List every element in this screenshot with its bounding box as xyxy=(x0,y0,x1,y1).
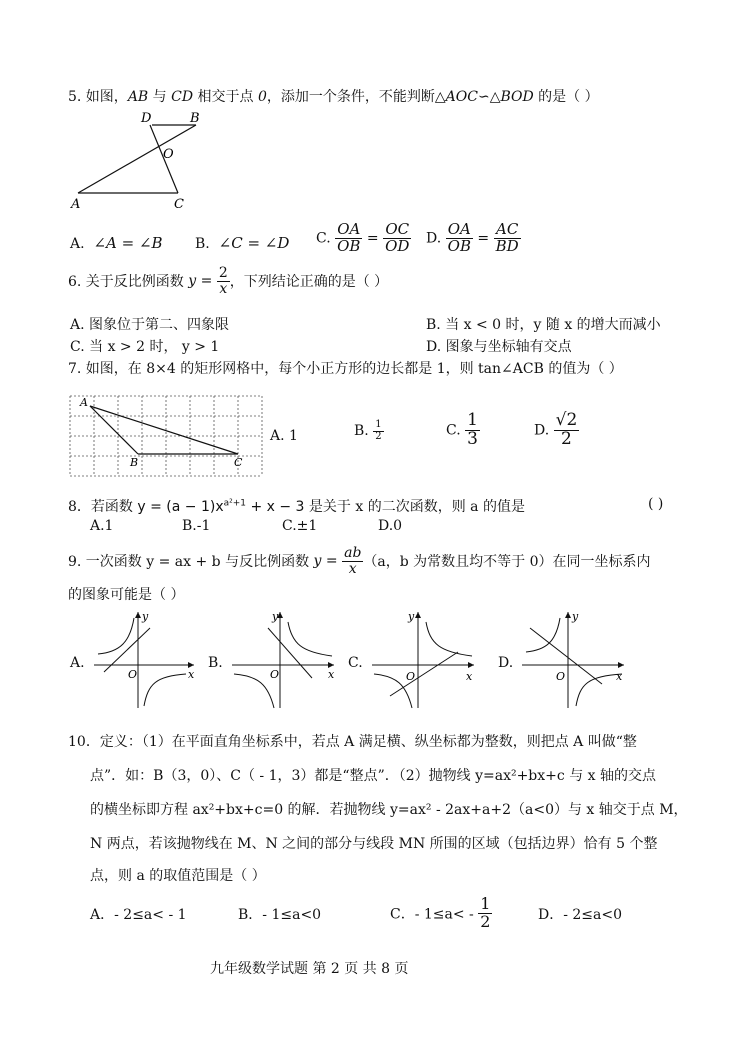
line-graph xyxy=(530,628,602,684)
q5-figure xyxy=(68,108,208,212)
q8-stem: 8．若函数 $y = (a - 1)x^{a^2+1} + x - 3$ 是关于 x 的二次函数，则 a 的值是 xyxy=(68,498,525,515)
q9-option-d-label: D. xyxy=(498,655,514,671)
segment-ba xyxy=(78,125,196,193)
label-c: C xyxy=(174,197,184,212)
label-b: B xyxy=(130,456,139,469)
q8-option-c: C.±1 xyxy=(282,518,318,534)
q10-line-1: 10．定义：（1）在平面直角坐标系中，若点 A 满足横、纵坐标都为整数，则把点 A 叫做“整 xyxy=(68,734,637,750)
q9-option-b-label: B. xyxy=(208,655,223,671)
label-d: D xyxy=(141,111,152,126)
triangle-abc xyxy=(90,406,238,454)
q7-stem: 7. 如图，在 8×4 的矩形网格中，每个小正方形的边长都是 1，则 tan∠ACB 的值为（ ） xyxy=(68,361,623,377)
q7-option-a: A. 1 xyxy=(270,428,298,444)
svg-text:x: x xyxy=(328,668,335,681)
q10-option-d: D．- 2≤a<0 xyxy=(538,907,623,923)
label-a: A xyxy=(80,396,88,409)
q5-option-a: A. ∠A = ∠B xyxy=(70,234,163,252)
q6-stem: 6. 关于反比例函数 y = $\frac{2}{x}$ ，下列结论正确的是（ ） xyxy=(68,265,389,297)
q9-stem-line2: 的图象可能是（ ） xyxy=(68,587,185,603)
q9-graph-b xyxy=(228,608,340,712)
svg-text:x: x xyxy=(616,670,623,683)
q9-graph-d xyxy=(518,608,630,712)
q9-graph-c xyxy=(368,608,480,712)
svg-text:y: y xyxy=(408,610,415,623)
q8-answer-paren: ( ) xyxy=(648,496,664,512)
hyperbola-branch xyxy=(426,622,472,656)
line-graph xyxy=(390,652,458,696)
q5-stem: 5. 如图，AB 与 CD 相交于点 0，添加一个条件，不能判断△AOC∽△BOD 的是（ ） xyxy=(68,89,599,105)
q9-option-a-label: A. xyxy=(70,655,85,671)
label-c: C xyxy=(234,456,243,469)
q10-line-3: 的横坐标即方程 ax²+bx+c=0 的解．若抛物线 y=ax² - 2ax+a+2（a<0）与 x 轴交于点 M， xyxy=(90,802,688,818)
svg-text:O: O xyxy=(556,670,566,683)
svg-text:O: O xyxy=(406,670,416,683)
q9-stem: 9. 一次函数 y = ax + b 与反比例函数 y = $\frac{ab}{x}$ （a，b 为常数且均不等于 0）在同一坐标系内 xyxy=(68,545,651,577)
q8-option-d: D.0 xyxy=(378,518,403,534)
q6-option-b: B. 当 x < 0 时，y 随 x 的增大而减小 xyxy=(426,317,661,333)
q10-option-c: C．- 1≤a< - $\frac{1}{2}$ xyxy=(390,894,491,931)
label-a: A xyxy=(71,197,81,212)
label-b: B xyxy=(190,111,200,126)
label-o: O xyxy=(163,147,174,162)
q9-graph-a xyxy=(90,608,200,712)
q7-option-c: C. $\frac{1}{3}$ xyxy=(446,410,478,449)
svg-text:x: x xyxy=(188,668,195,681)
q8-option-a: A.1 xyxy=(90,518,114,534)
q7-option-b: B. $\frac{1}{2}$ xyxy=(354,419,382,442)
hyperbola-branch xyxy=(288,622,332,656)
q7-option-d: D. $\frac{√2}{2}$ xyxy=(534,410,578,449)
page-footer: 九年级数学试题 第 2 页 共 8 页 xyxy=(210,961,409,977)
q5-option-d: D. $\frac{OA}{OB}$ = $\frac{AC}{BD}$ xyxy=(426,220,519,255)
q10-line-2: 点”．如：B（3，0）、C（ - 1，3）都是“整点”．（2）抛物线 y=ax²+bx+c 与 x 轴的交点 xyxy=(90,768,656,784)
q7-grid-figure xyxy=(68,384,268,480)
hyperbola-branch xyxy=(144,674,186,706)
svg-text:O: O xyxy=(270,668,280,681)
svg-text:O: O xyxy=(128,668,138,681)
q6-option-c: C. 当 x > 2 时， y > 1 xyxy=(70,339,220,355)
hyperbola-branch xyxy=(234,674,274,708)
q5-option-b: B. ∠C = ∠D xyxy=(195,234,290,252)
q10-line-4: N 两点，若该抛物线在 M、N 之间的部分与线段 MN 所围的区域（包括边界）恰有 5 个整 xyxy=(90,836,658,852)
q10-option-a: A．- 2≤a< - 1 xyxy=(90,907,187,923)
q6-option-a: A. 图象位于第二、四象限 xyxy=(70,317,230,333)
q8-option-b: B.-1 xyxy=(182,518,211,534)
svg-text:x: x xyxy=(466,670,473,683)
q6-option-d: D. 图象与坐标轴有交点 xyxy=(426,339,572,355)
q9-option-c-label: C. xyxy=(348,655,363,671)
q10-option-b: B．- 1≤a<0 xyxy=(238,907,322,923)
svg-text:y: y xyxy=(142,610,149,623)
q10-line-5: 点，则 a 的取值范围是（ ） xyxy=(90,868,266,884)
svg-text:y: y xyxy=(272,610,279,623)
q5-option-c: C. $\frac{OA}{OB}$ = $\frac{OC}{OD}$ xyxy=(316,220,410,255)
svg-text:y: y xyxy=(572,610,579,623)
